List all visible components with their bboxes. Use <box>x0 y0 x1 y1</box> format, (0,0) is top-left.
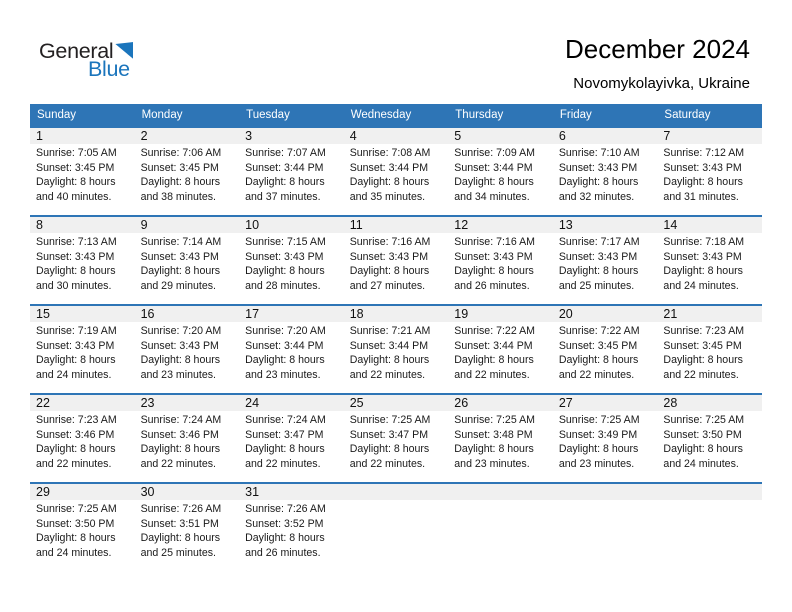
sunset-text: Sunset: 3:43 PM <box>663 161 742 174</box>
daylight-text-line1: Daylight: 8 hours <box>245 265 325 278</box>
day-number: 27 <box>553 395 658 411</box>
day-cell <box>448 395 553 482</box>
weekday-header: Wednesday <box>350 109 412 121</box>
day-number: 29 <box>30 484 135 500</box>
sunrise-text: Sunrise: 7:25 AM <box>36 503 117 515</box>
day-cell <box>657 395 762 482</box>
sunset-text: Sunset: 3:43 PM <box>454 250 533 263</box>
day-number: 31 <box>239 484 344 500</box>
weekday-header: Sunday <box>37 109 77 121</box>
daylight-text-line2: and 28 minutes. <box>245 279 321 292</box>
sunset-text: Sunset: 3:44 PM <box>245 339 324 352</box>
day-cell <box>30 217 135 304</box>
daylight-text-line2: and 22 minutes. <box>558 368 635 381</box>
week-row <box>30 482 762 571</box>
day-cell <box>30 306 135 393</box>
sunset-text: Sunset: 3:44 PM <box>454 161 533 174</box>
daylight-text-line1: Daylight: 8 hours <box>36 532 116 545</box>
day-cell <box>448 128 553 215</box>
day-number: 12 <box>448 217 553 233</box>
day-cell <box>344 395 449 482</box>
day-number: 28 <box>657 395 762 411</box>
day-cell <box>657 217 762 304</box>
day-cell <box>30 395 135 482</box>
sunrise-text: Sunrise: 7:22 AM <box>454 325 535 337</box>
day-cell <box>135 395 240 482</box>
sunset-text: Sunset: 3:45 PM <box>36 161 115 174</box>
day-cell <box>553 306 658 393</box>
day-cell <box>239 128 344 215</box>
sunrise-text: Sunrise: 7:10 AM <box>558 147 640 159</box>
sunset-text: Sunset: 3:43 PM <box>663 250 742 263</box>
sunset-text: Sunset: 3:50 PM <box>663 428 742 441</box>
daylight-text-line1: Daylight: 8 hours <box>36 265 116 278</box>
sunrise-text: Sunrise: 7:25 AM <box>558 414 640 426</box>
sunrise-text: Sunrise: 7:05 AM <box>36 147 117 159</box>
day-cell <box>344 306 449 393</box>
day-cell <box>135 217 240 304</box>
day-number <box>657 484 762 500</box>
sunrise-text: Sunrise: 7:19 AM <box>36 325 117 337</box>
sunset-text: Sunset: 3:48 PM <box>454 428 533 441</box>
day-cell <box>239 306 344 393</box>
daylight-text-line2: and 27 minutes. <box>349 279 426 292</box>
day-cell <box>553 395 658 482</box>
day-number: 16 <box>135 306 240 322</box>
daylight-text-line2: and 31 minutes. <box>663 190 739 203</box>
week-row <box>30 393 762 482</box>
day-number: 1 <box>30 128 135 144</box>
day-number: 14 <box>657 217 762 233</box>
sunrise-text: Sunrise: 7:22 AM <box>558 325 640 337</box>
empty-cell <box>448 484 553 571</box>
sunset-text: Sunset: 3:46 PM <box>140 428 219 441</box>
daylight-text-line1: Daylight: 8 hours <box>245 443 325 456</box>
daylight-text-line2: and 34 minutes. <box>454 190 530 203</box>
empty-cell <box>344 484 449 571</box>
daylight-text-line1: Daylight: 8 hours <box>454 354 534 367</box>
sunrise-text: Sunrise: 7:26 AM <box>140 503 222 515</box>
general-blue-logo <box>39 41 133 80</box>
day-cell <box>239 217 344 304</box>
sunset-text: Sunset: 3:43 PM <box>245 250 324 263</box>
day-cell <box>657 306 762 393</box>
week-row <box>30 304 762 393</box>
sunset-text: Sunset: 3:43 PM <box>349 250 429 263</box>
weekday-header: Tuesday <box>246 109 290 121</box>
page-title: December 2024 <box>565 34 750 64</box>
sunset-text: Sunset: 3:49 PM <box>558 428 638 441</box>
daylight-text-line2: and 23 minutes. <box>558 457 635 470</box>
daylight-text-line2: and 25 minutes. <box>558 279 635 292</box>
day-number: 6 <box>553 128 658 144</box>
daylight-text-line2: and 22 minutes. <box>349 457 426 470</box>
daylight-text-line2: and 22 minutes. <box>663 368 739 381</box>
daylight-text-line2: and 26 minutes. <box>245 546 321 559</box>
daylight-text-line1: Daylight: 8 hours <box>663 443 743 456</box>
daylight-text-line2: and 23 minutes. <box>140 368 216 381</box>
sunset-text: Sunset: 3:44 PM <box>245 161 324 174</box>
calendar-weeks <box>30 126 762 571</box>
sunset-text: Sunset: 3:47 PM <box>245 428 324 441</box>
daylight-text-line1: Daylight: 8 hours <box>349 443 430 456</box>
sunset-text: Sunset: 3:44 PM <box>454 339 533 352</box>
day-number: 5 <box>448 128 553 144</box>
sunset-text: Sunset: 3:45 PM <box>140 161 219 174</box>
day-number: 26 <box>448 395 553 411</box>
daylight-text-line1: Daylight: 8 hours <box>245 532 325 545</box>
weekday-header: Monday <box>141 109 183 121</box>
daylight-text-line2: and 29 minutes. <box>140 279 216 292</box>
daylight-text-line1: Daylight: 8 hours <box>349 176 430 189</box>
sunset-text: Sunset: 3:43 PM <box>140 250 219 263</box>
daylight-text-line1: Daylight: 8 hours <box>349 354 430 367</box>
daylight-text-line2: and 23 minutes. <box>454 457 530 470</box>
daylight-text-line2: and 22 minutes. <box>140 457 216 470</box>
daylight-text-line1: Daylight: 8 hours <box>663 354 743 367</box>
day-number <box>553 484 658 500</box>
location-subtitle: Novomykolayivka, Ukraine <box>573 75 750 92</box>
day-number <box>448 484 553 500</box>
day-number: 7 <box>657 128 762 144</box>
day-number: 22 <box>30 395 135 411</box>
daylight-text-line2: and 40 minutes. <box>36 190 112 203</box>
daylight-text-line1: Daylight: 8 hours <box>663 265 743 278</box>
daylight-text-line1: Daylight: 8 hours <box>140 265 221 278</box>
day-cell <box>344 128 449 215</box>
daylight-text-line2: and 22 minutes. <box>245 457 321 470</box>
daylight-text-line1: Daylight: 8 hours <box>140 176 221 189</box>
day-cell <box>448 306 553 393</box>
day-cell <box>135 128 240 215</box>
sunrise-text: Sunrise: 7:20 AM <box>245 325 326 337</box>
sunset-text: Sunset: 3:43 PM <box>36 250 115 263</box>
sunrise-text: Sunrise: 7:13 AM <box>36 236 117 248</box>
empty-cell <box>657 484 762 571</box>
daylight-text-line1: Daylight: 8 hours <box>245 176 325 189</box>
daylight-text-line1: Daylight: 8 hours <box>558 443 639 456</box>
weekday-header: Thursday <box>455 109 504 121</box>
daylight-text-line1: Daylight: 8 hours <box>454 176 534 189</box>
sunset-text: Sunset: 3:50 PM <box>36 517 115 530</box>
day-number <box>344 484 449 500</box>
daylight-text-line2: and 23 minutes. <box>245 368 321 381</box>
day-cell <box>30 128 135 215</box>
day-number: 19 <box>448 306 553 322</box>
day-number: 18 <box>344 306 449 322</box>
daylight-text-line2: and 32 minutes. <box>558 190 635 203</box>
sunset-text: Sunset: 3:45 PM <box>558 339 638 352</box>
sunset-text: Sunset: 3:51 PM <box>140 517 219 530</box>
sunrise-text: Sunrise: 7:09 AM <box>454 147 535 159</box>
daylight-text-line1: Daylight: 8 hours <box>663 176 743 189</box>
day-number: 17 <box>239 306 344 322</box>
sunrise-text: Sunrise: 7:07 AM <box>245 147 326 159</box>
sunset-text: Sunset: 3:44 PM <box>349 161 429 174</box>
daylight-text-line2: and 30 minutes. <box>36 279 112 292</box>
sunrise-text: Sunrise: 7:23 AM <box>663 325 745 337</box>
daylight-text-line1: Daylight: 8 hours <box>558 176 639 189</box>
sunset-text: Sunset: 3:44 PM <box>349 339 429 352</box>
sunrise-text: Sunrise: 7:08 AM <box>349 147 431 159</box>
sunrise-text: Sunrise: 7:25 AM <box>454 414 535 426</box>
weekday-header: Saturday <box>664 109 711 121</box>
day-number: 8 <box>30 217 135 233</box>
daylight-text-line1: Daylight: 8 hours <box>558 265 639 278</box>
sunrise-text: Sunrise: 7:26 AM <box>245 503 326 515</box>
day-number: 20 <box>553 306 658 322</box>
sunrise-text: Sunrise: 7:16 AM <box>454 236 535 248</box>
day-number: 4 <box>344 128 449 144</box>
day-cell <box>239 395 344 482</box>
daylight-text-line2: and 24 minutes. <box>36 368 112 381</box>
sunrise-text: Sunrise: 7:18 AM <box>663 236 745 248</box>
weekday-header-row <box>30 104 762 126</box>
sunrise-text: Sunrise: 7:25 AM <box>663 414 745 426</box>
sunrise-text: Sunrise: 7:16 AM <box>349 236 431 248</box>
day-cell <box>344 217 449 304</box>
sunrise-text: Sunrise: 7:17 AM <box>558 236 640 248</box>
logo-text-blue: Blue <box>88 56 130 81</box>
day-cell <box>553 128 658 215</box>
day-cell <box>135 306 240 393</box>
day-number: 10 <box>239 217 344 233</box>
daylight-text-line2: and 35 minutes. <box>349 190 426 203</box>
sunrise-text: Sunrise: 7:20 AM <box>140 325 222 337</box>
sunrise-text: Sunrise: 7:15 AM <box>245 236 326 248</box>
sunrise-text: Sunrise: 7:12 AM <box>663 147 745 159</box>
sunset-text: Sunset: 3:43 PM <box>558 250 638 263</box>
daylight-text-line1: Daylight: 8 hours <box>140 532 221 545</box>
daylight-text-line2: and 26 minutes. <box>454 279 530 292</box>
daylight-text-line1: Daylight: 8 hours <box>36 443 116 456</box>
sunrise-text: Sunrise: 7:21 AM <box>349 325 431 337</box>
daylight-text-line1: Daylight: 8 hours <box>140 354 221 367</box>
day-number: 13 <box>553 217 658 233</box>
daylight-text-line1: Daylight: 8 hours <box>454 265 534 278</box>
day-number: 25 <box>344 395 449 411</box>
sunset-text: Sunset: 3:52 PM <box>245 517 324 530</box>
daylight-text-line2: and 25 minutes. <box>140 546 216 559</box>
daylight-text-line1: Daylight: 8 hours <box>245 354 325 367</box>
day-cell <box>239 484 344 571</box>
daylight-text-line2: and 24 minutes. <box>663 279 739 292</box>
day-number: 11 <box>344 217 449 233</box>
day-cell <box>553 217 658 304</box>
sunset-text: Sunset: 3:47 PM <box>349 428 429 441</box>
day-number: 30 <box>135 484 240 500</box>
day-number: 24 <box>239 395 344 411</box>
sunset-text: Sunset: 3:46 PM <box>36 428 115 441</box>
daylight-text-line1: Daylight: 8 hours <box>36 354 116 367</box>
sunrise-text: Sunrise: 7:06 AM <box>140 147 222 159</box>
week-row <box>30 215 762 304</box>
daylight-text-line2: and 37 minutes. <box>245 190 321 203</box>
day-number: 15 <box>30 306 135 322</box>
daylight-text-line2: and 24 minutes. <box>36 546 112 559</box>
day-cell <box>657 128 762 215</box>
weekday-header: Friday <box>559 109 592 121</box>
sunset-text: Sunset: 3:45 PM <box>663 339 742 352</box>
sunrise-text: Sunrise: 7:24 AM <box>245 414 326 426</box>
day-cell <box>135 484 240 571</box>
daylight-text-line1: Daylight: 8 hours <box>454 443 534 456</box>
day-cell <box>448 217 553 304</box>
daylight-text-line2: and 22 minutes. <box>36 457 112 470</box>
sunrise-text: Sunrise: 7:14 AM <box>140 236 222 248</box>
daylight-text-line1: Daylight: 8 hours <box>558 354 639 367</box>
empty-cell <box>553 484 658 571</box>
day-number: 23 <box>135 395 240 411</box>
sunrise-text: Sunrise: 7:24 AM <box>140 414 222 426</box>
daylight-text-line1: Daylight: 8 hours <box>349 265 430 278</box>
day-number: 21 <box>657 306 762 322</box>
sunrise-text: Sunrise: 7:25 AM <box>349 414 431 426</box>
sunrise-text: Sunrise: 7:23 AM <box>36 414 117 426</box>
daylight-text-line2: and 22 minutes. <box>454 368 530 381</box>
daylight-text-line2: and 24 minutes. <box>663 457 739 470</box>
daylight-text-line1: Daylight: 8 hours <box>140 443 221 456</box>
sunset-text: Sunset: 3:43 PM <box>140 339 219 352</box>
day-number: 9 <box>135 217 240 233</box>
sunset-text: Sunset: 3:43 PM <box>558 161 638 174</box>
day-cell <box>30 484 135 571</box>
sunset-text: Sunset: 3:43 PM <box>36 339 115 352</box>
daylight-text-line2: and 22 minutes. <box>349 368 426 381</box>
day-number: 3 <box>239 128 344 144</box>
daylight-text-line2: and 38 minutes. <box>140 190 216 203</box>
day-number: 2 <box>135 128 240 144</box>
week-row <box>30 126 762 215</box>
calendar-table <box>30 104 762 571</box>
logo-text-general: General <box>39 39 114 63</box>
daylight-text-line1: Daylight: 8 hours <box>36 176 116 189</box>
